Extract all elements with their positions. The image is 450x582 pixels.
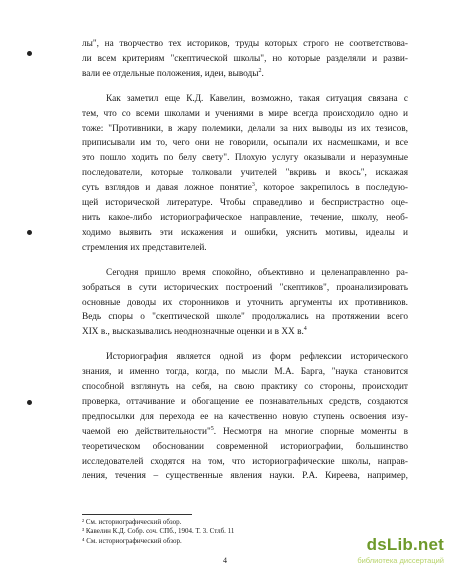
text-line: Как заметил еще К.Д. Кавелин, возможно, такая ситуация связана с	[106, 93, 408, 104]
footnote: ⁴ См. историографический обзор.	[82, 536, 182, 545]
margin-hole-mark	[27, 230, 32, 235]
text-line: нить какое-либо историографическое направление, течение, школу, необ-	[82, 212, 408, 223]
text-line: тоже: "Противники, в жару полемики, делали за них выводы из их тезисов,	[82, 123, 408, 134]
footnote: ² См. историографический обзор.	[82, 518, 182, 526]
body-text	[82, 37, 408, 484]
watermark-subtitle: библиотека диссертаций	[357, 556, 444, 565]
text-line: исследователей сходятся на том, что историографические школы, направ-	[82, 456, 408, 467]
watermark[interactable]	[346, 535, 444, 579]
text-line: Историография является одной из форм рефлексии исторического	[106, 352, 408, 363]
text-line: знания, и именно тогда, когда, по мысли М.А. Барга, "наука становится	[82, 367, 408, 378]
text-line: стремления их представителей.	[82, 242, 207, 253]
text-line: щей исторической литературе. Чтобы справедливо и беспристрастно оце-	[82, 198, 408, 209]
text-line: Сегодня пришло время спокойно, объективно и целенаправленно ра-	[106, 267, 408, 278]
footnote-ref[interactable]: 2	[258, 67, 262, 74]
text-line: ления, течения – существенные явления науки. Р.А. Киреева, например,	[82, 471, 408, 482]
text-line: предпосылки для перехода ее на качественно новую ступень освоения изу-	[82, 411, 408, 422]
margin-hole-mark	[27, 51, 32, 56]
footnote-separator	[82, 514, 192, 515]
text-line: Ведь споры о "скептической школе" продолжались на протяжении всего	[82, 312, 408, 323]
margin-hole-mark	[27, 400, 32, 405]
text-line: последователи, которые толковали учителей "вкривь и вкось", искажая	[82, 168, 408, 179]
text-line: способной взглянуть на себя, на свою практику со стороны, происходит	[82, 382, 408, 393]
text-line: теоретическом обосновании современной историографии, большинство	[82, 441, 408, 452]
page-number: 4	[223, 556, 227, 565]
text-line: ли всем критериям "скептической школы", но которые разделяли и разви-	[82, 53, 408, 64]
text-line: проверка, оттачивание и обогащение ее познавательных средств, создаются	[82, 396, 408, 407]
text-line: это пошло ходить по белу свету". Плохую услугу оказывали и неразумные	[82, 153, 408, 164]
footnote-ref[interactable]: 3	[251, 182, 255, 189]
footnote-ref[interactable]: 5	[210, 425, 214, 432]
text-line: вали ее отдельные положения, идеи, выводы$^2$.	[82, 67, 264, 79]
text-line: чаемой ею действительности"$^5$. Несмотря на многие спорные моменты в	[82, 425, 408, 437]
text-line: XIX в., высказывались неоднозначные оценки и в XX в.$^4$	[82, 326, 307, 338]
text-line: лы", на творчество тех историков, труды которых строго не соответствова-	[82, 39, 408, 49]
watermark-logo[interactable]: dsLib.net	[366, 535, 444, 554]
text-line: тем, что со всеми школами и учениями в мире всегда происходило одно и	[82, 108, 408, 119]
footnote: ³ Кавелин К.Д. Собр. соч. СПб., 1904. Т. 3. Стлб. 11	[82, 527, 235, 536]
footnote-ref[interactable]: 4	[303, 326, 307, 333]
text-line: основные доводы их сторонников и уточнить аргументы их противников.	[82, 297, 408, 308]
text-line: ходимо выявить эти искажения и ошибки, уяснить мотивы, идеалы и	[82, 227, 408, 238]
text-line: суть взглядов и давая ложное понятие$^3$, которое закрепилось в последую-	[82, 182, 408, 194]
text-line: зобраться в сути исторических построений "скептиков", проанализировать	[82, 282, 408, 293]
text-line: приписывали им то, чего они не говорили, осыпали их насмешками, и все	[82, 138, 408, 149]
